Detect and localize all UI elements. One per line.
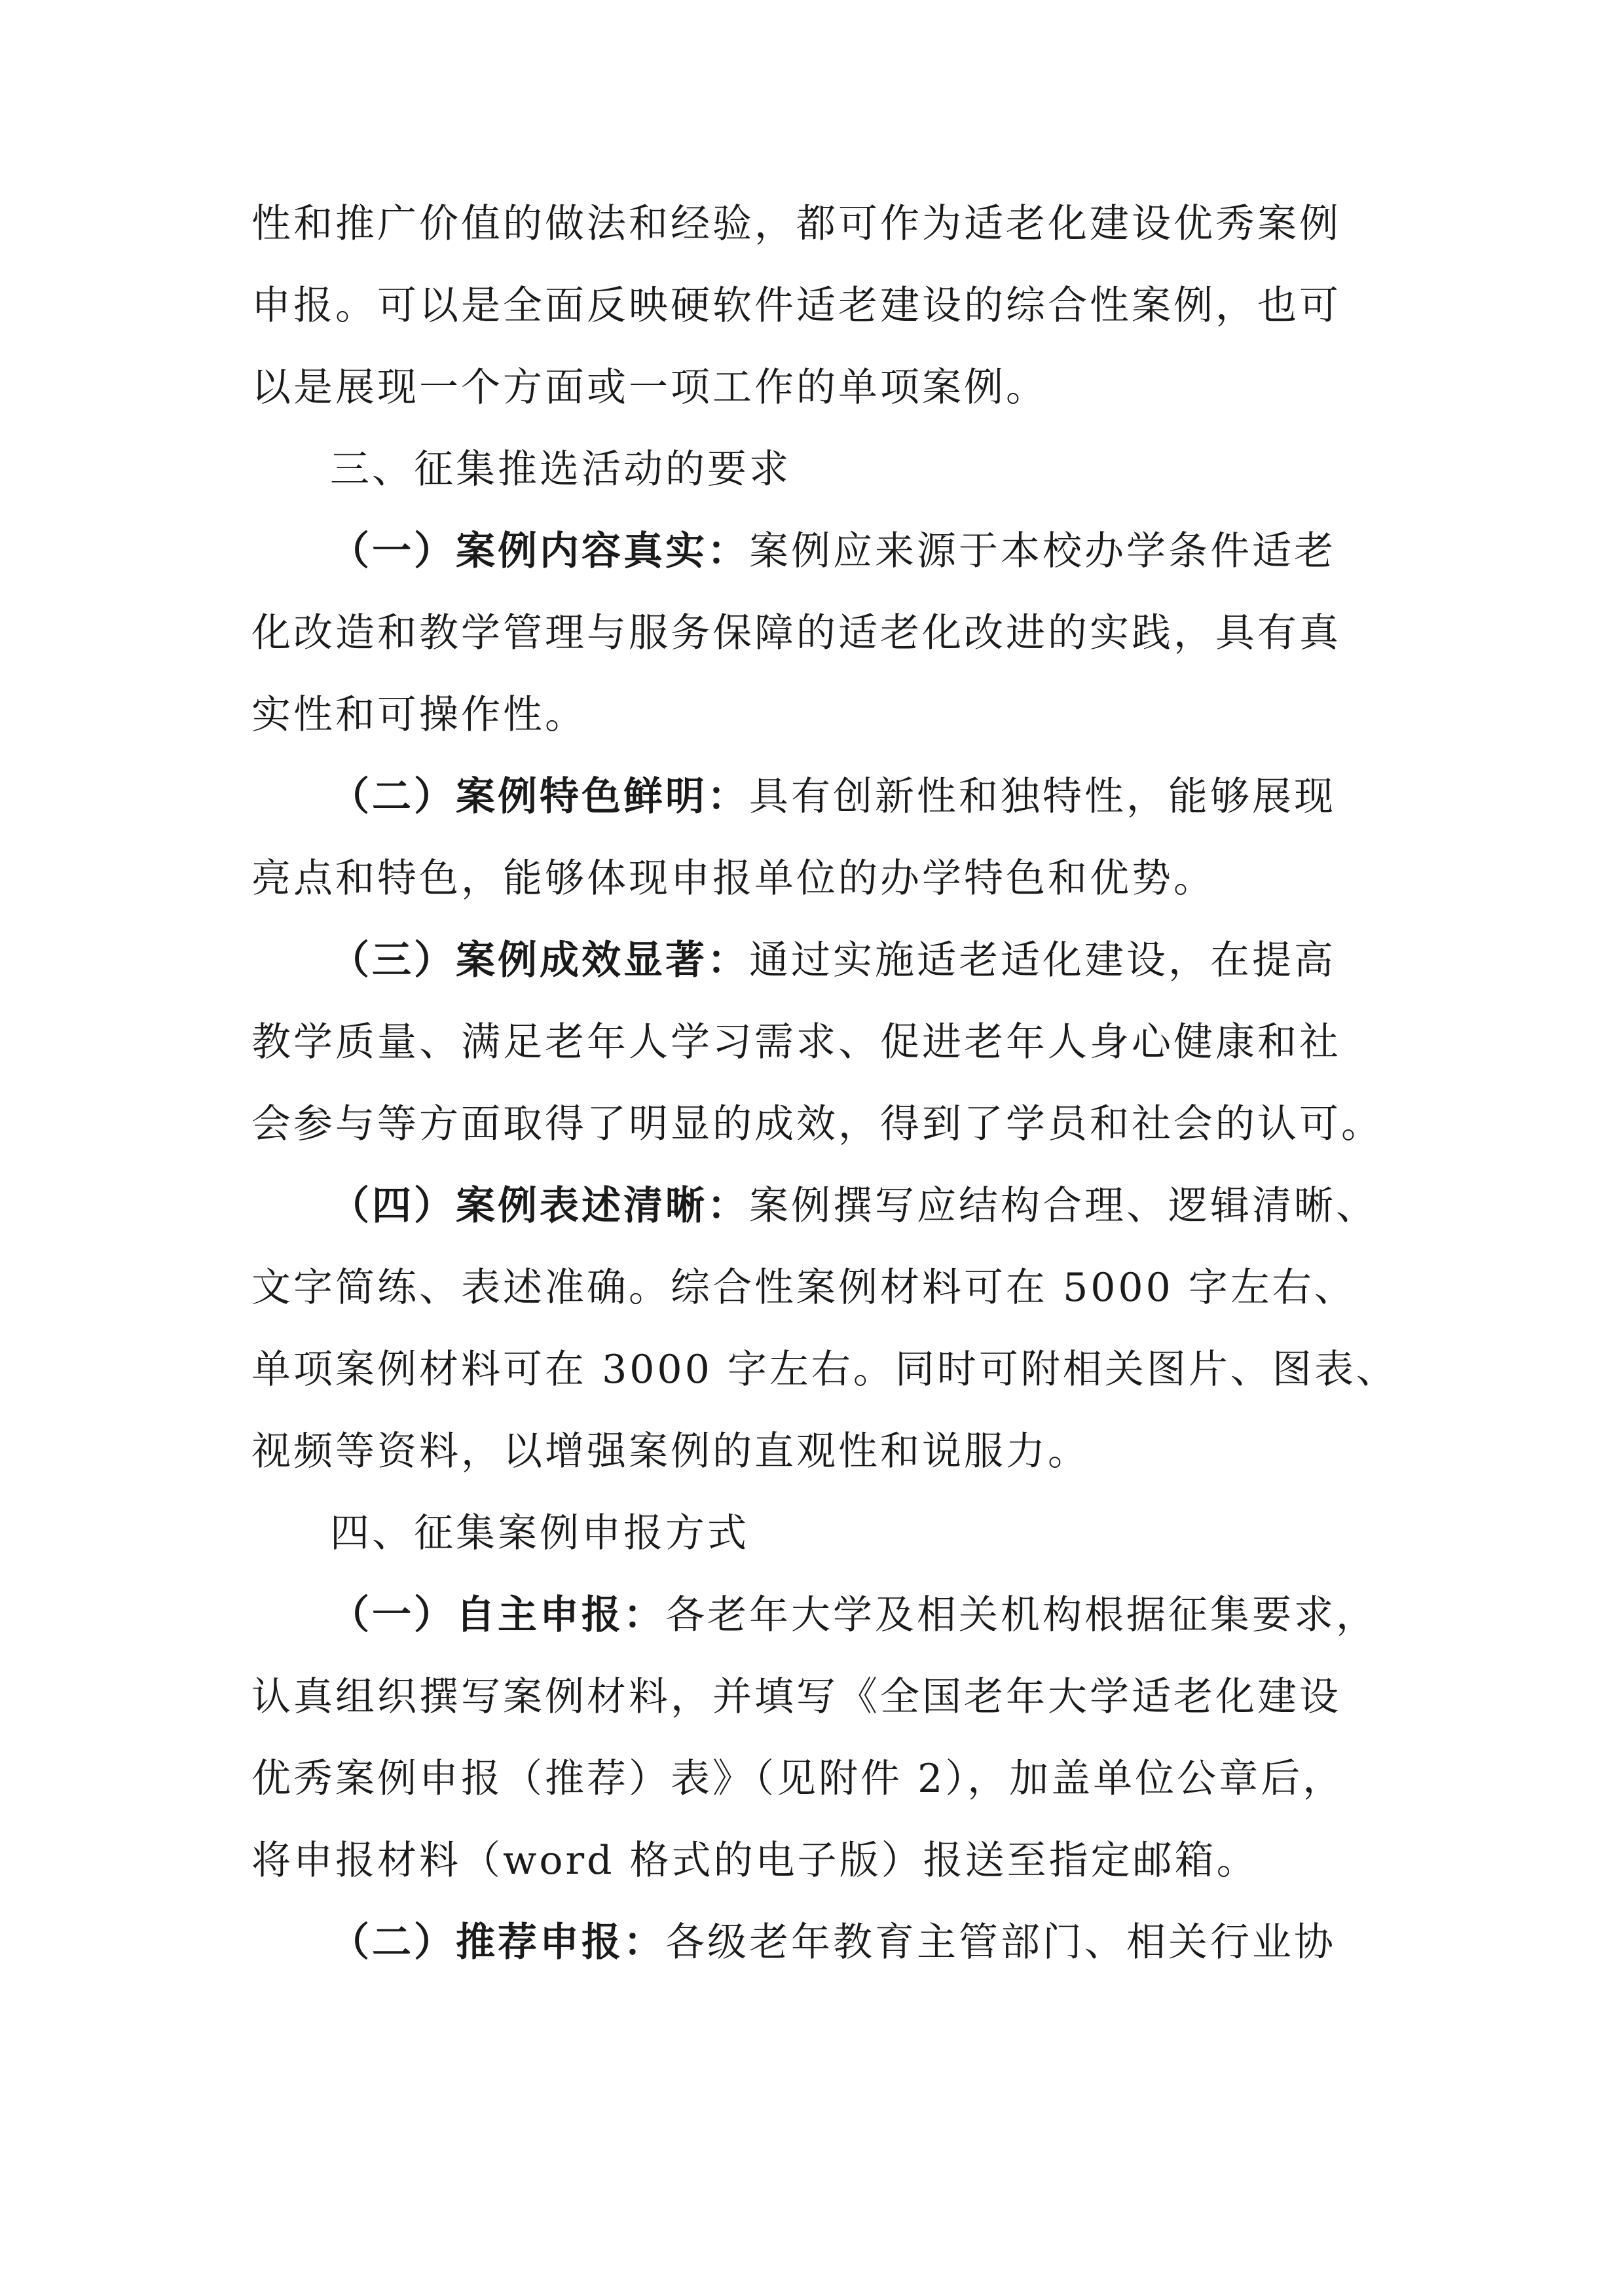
method-2-heading: （二）推荐申报： [330, 1920, 665, 1965]
paragraph-line: 性和推广价值的做法和经验，都可作为适老化建设优秀案例 [251, 201, 1341, 247]
item-4-heading: （四）案例表述清晰： [330, 1183, 749, 1229]
paragraph-line: 文字简练、表述准确。综合性案例材料可在 5000 字左右、 [251, 1265, 1356, 1311]
item-1-heading: （一）案例内容真实： [330, 528, 749, 574]
paragraph-line: 以是展现一个方面或一项工作的单项案例。 [251, 365, 1048, 410]
section-heading-4: 四、征集案例申报方式 [330, 1510, 749, 1556]
paragraph-line: 实性和可操作性。 [251, 692, 587, 738]
item-2-text: 具有创新性和独特性，能够展现 [749, 774, 1336, 820]
item-1-line [330, 524, 1336, 579]
item-3-line [330, 933, 1336, 988]
paragraph-line: 教学质量、满足老年人学习需求、促进老年人身心健康和社 [251, 1019, 1341, 1065]
paragraph-line: 化改造和教学管理与服务保障的适老化改进的实践，具有真 [251, 610, 1341, 656]
method-1-text: 各老年大学及相关机构根据征集要求， [665, 1592, 1378, 1638]
item-3-heading: （三）案例成效显著： [330, 938, 749, 983]
item-2-line [330, 769, 1336, 824]
section-heading-3: 三、征集推选活动的要求 [330, 446, 791, 492]
paragraph-line: 会参与等方面取得了明显的成效，得到了学员和社会的认可。 [251, 1101, 1383, 1147]
method-2-line [330, 1915, 1336, 1970]
paragraph-line: 申报。可以是全面反映硬软件适老建设的综合性案例，也可 [251, 283, 1341, 329]
method-2-text: 各级老年教育主管部门、相关行业协 [665, 1920, 1336, 1965]
paragraph-line: 将申报材料（word 格式的电子版）报送至指定邮箱。 [251, 1838, 1259, 1884]
paragraph-line: 单项案例材料可在 3000 字左右。同时可附相关图片、图表、 [251, 1347, 1398, 1393]
paragraph-line: 视频等资料，以增强案例的直观性和说服力。 [251, 1429, 1090, 1474]
item-1-text: 案例应来源于本校办学条件适老 [749, 528, 1336, 574]
item-4-text: 案例撰写应结构合理、逻辑清晰、 [749, 1183, 1378, 1229]
paragraph-line: 亮点和特色，能够体现申报单位的办学特色和优势。 [251, 856, 1215, 902]
method-1-line [330, 1588, 1378, 1643]
item-3-text: 通过实施适老适化建设，在提高 [749, 938, 1336, 983]
item-2-heading: （二）案例特色鲜明： [330, 774, 749, 820]
paragraph-line: 优秀案例申报（推荐）表》（见附件 2），加盖单位公章后， [251, 1756, 1345, 1802]
method-1-heading: （一）自主申报： [330, 1592, 665, 1638]
item-4-line [330, 1178, 1378, 1233]
paragraph-line: 认真组织撰写案例材料，并填写《全国老年大学适老化建设 [251, 1674, 1341, 1720]
